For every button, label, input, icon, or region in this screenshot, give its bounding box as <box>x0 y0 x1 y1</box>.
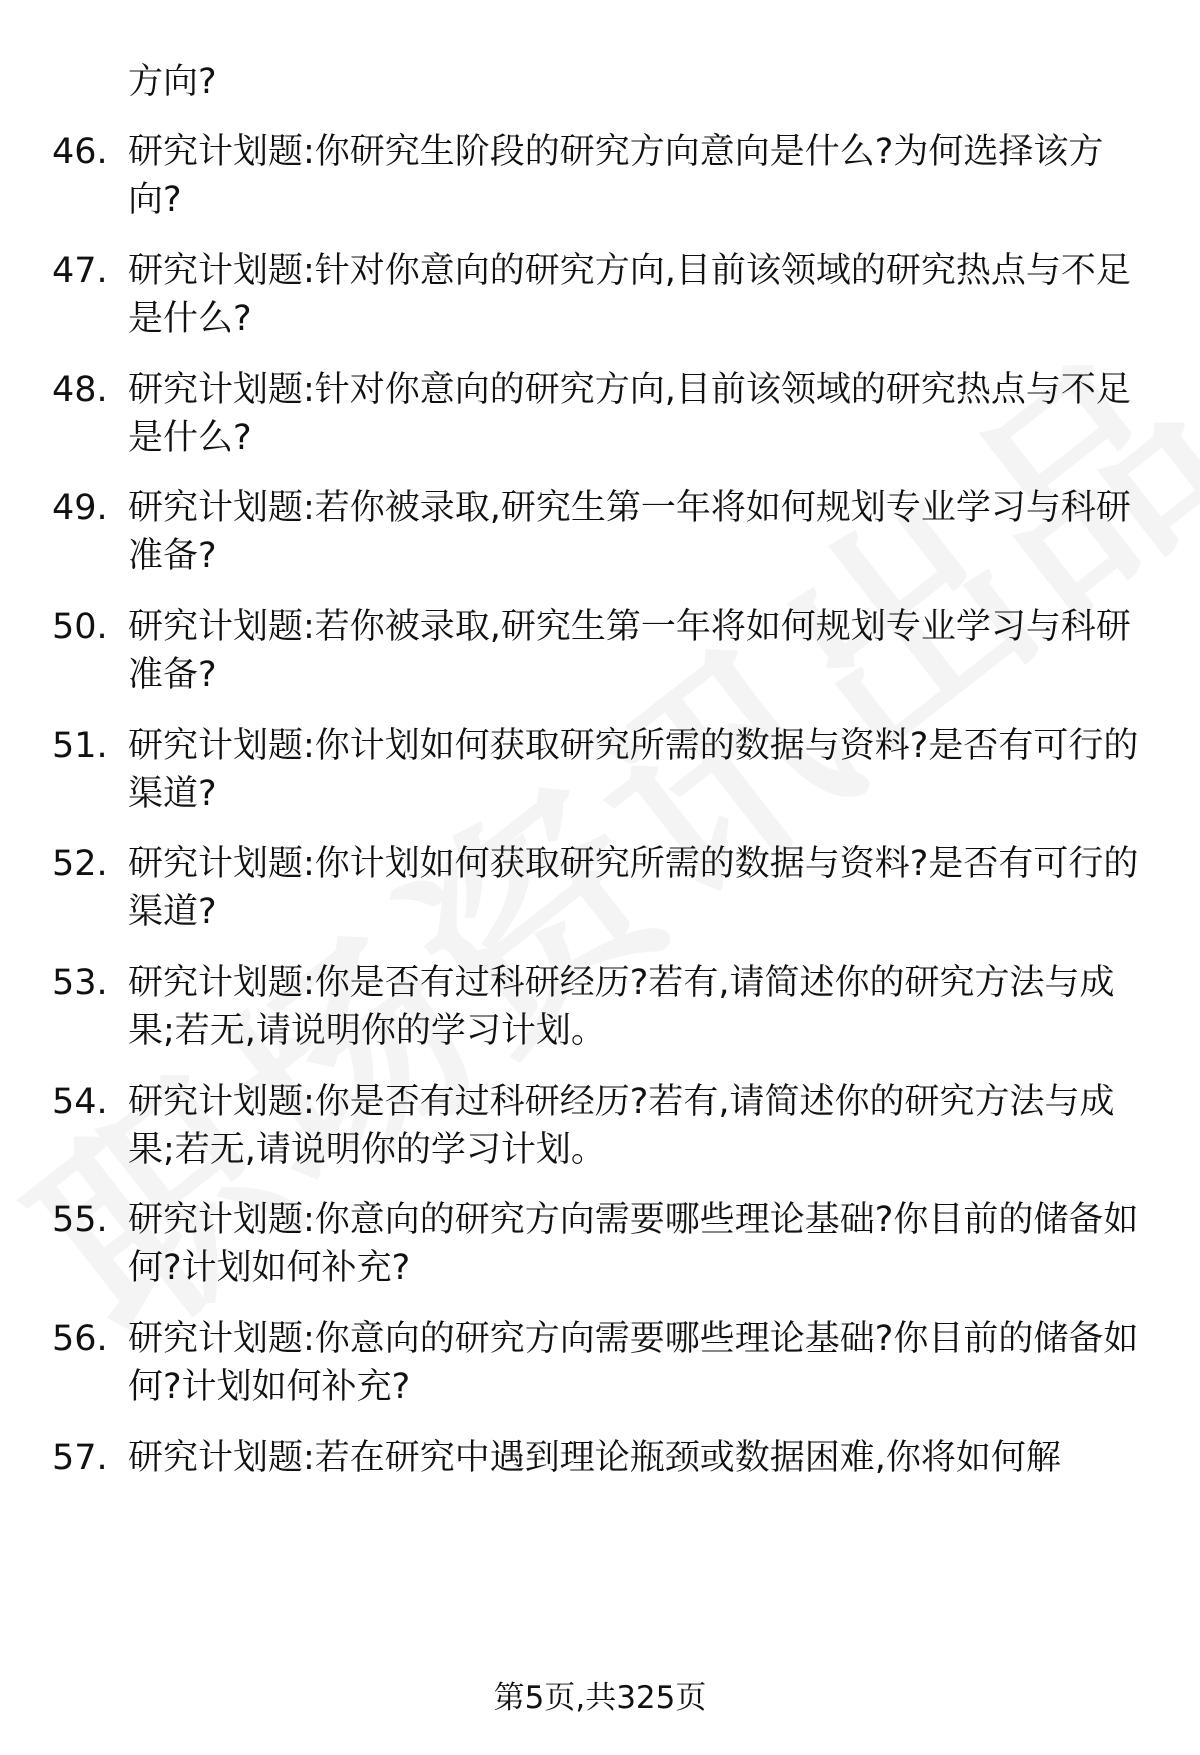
item-number: 49. <box>52 488 108 528</box>
item-text: 研究计划题:针对你意向的研究方向,目前该领域的研究热点与不足是什么? <box>128 251 1131 339</box>
list-item <box>0 484 1200 594</box>
list-item <box>0 603 1200 713</box>
item-text: 研究计划题:若在研究中遇到理论瓶颈或数据困难,你将如何解 <box>128 1438 1061 1478</box>
item-text: 研究计划题:你是否有过科研经历?若有,请简述你的研究方法与成果;若无,请说明你的学习计划。 <box>128 963 1115 1051</box>
item-number: 48. <box>52 370 108 410</box>
list-item <box>0 1196 1200 1306</box>
continued-text: 方向? <box>128 62 217 102</box>
list-item <box>0 959 1200 1069</box>
item-text: 研究计划题:你意向的研究方向需要哪些理论基础?你目前的储备如何?计划如何补充? <box>128 1200 1139 1288</box>
list-item <box>0 1078 1200 1188</box>
list-item <box>0 1434 1200 1544</box>
list-item <box>0 840 1200 950</box>
item-text: 研究计划题:你是否有过科研经历?若有,请简述你的研究方法与成果;若无,请说明你的学习计划。 <box>128 1082 1115 1170</box>
item-text: 研究计划题:若你被录取,研究生第一年将如何规划专业学习与科研准备? <box>128 607 1131 695</box>
item-text: 研究计划题:你计划如何获取研究所需的数据与资料?是否有可行的渠道? <box>128 726 1139 814</box>
item-number: 54. <box>52 1082 108 1122</box>
item-number: 50. <box>52 607 108 647</box>
item-number: 52. <box>52 844 108 884</box>
list-item <box>0 1315 1200 1425</box>
item-number: 47. <box>52 251 108 291</box>
item-text: 研究计划题:你意向的研究方向需要哪些理论基础?你目前的储备如何?计划如何补充? <box>128 1319 1139 1407</box>
item-number: 51. <box>52 726 108 766</box>
item-number: 46. <box>52 132 108 172</box>
list-item <box>0 366 1200 476</box>
list-item <box>0 722 1200 832</box>
item-text: 研究计划题:针对你意向的研究方向,目前该领域的研究热点与不足是什么? <box>128 370 1131 458</box>
item-number: 57. <box>52 1438 108 1478</box>
list-item <box>0 128 1200 238</box>
item-text: 研究计划题:你研究生阶段的研究方向意向是什么?为何选择该方向? <box>128 132 1104 220</box>
item-text: 研究计划题:你计划如何获取研究所需的数据与资料?是否有可行的渠道? <box>128 844 1139 932</box>
item-number: 55. <box>52 1200 108 1240</box>
page-footer: 第5页,共325页 <box>493 1680 707 1716</box>
list-item <box>0 247 1200 357</box>
item-number: 53. <box>52 963 108 1003</box>
item-text: 研究计划题:若你被录取,研究生第一年将如何规划专业学习与科研准备? <box>128 488 1131 576</box>
item-number: 56. <box>52 1319 108 1359</box>
